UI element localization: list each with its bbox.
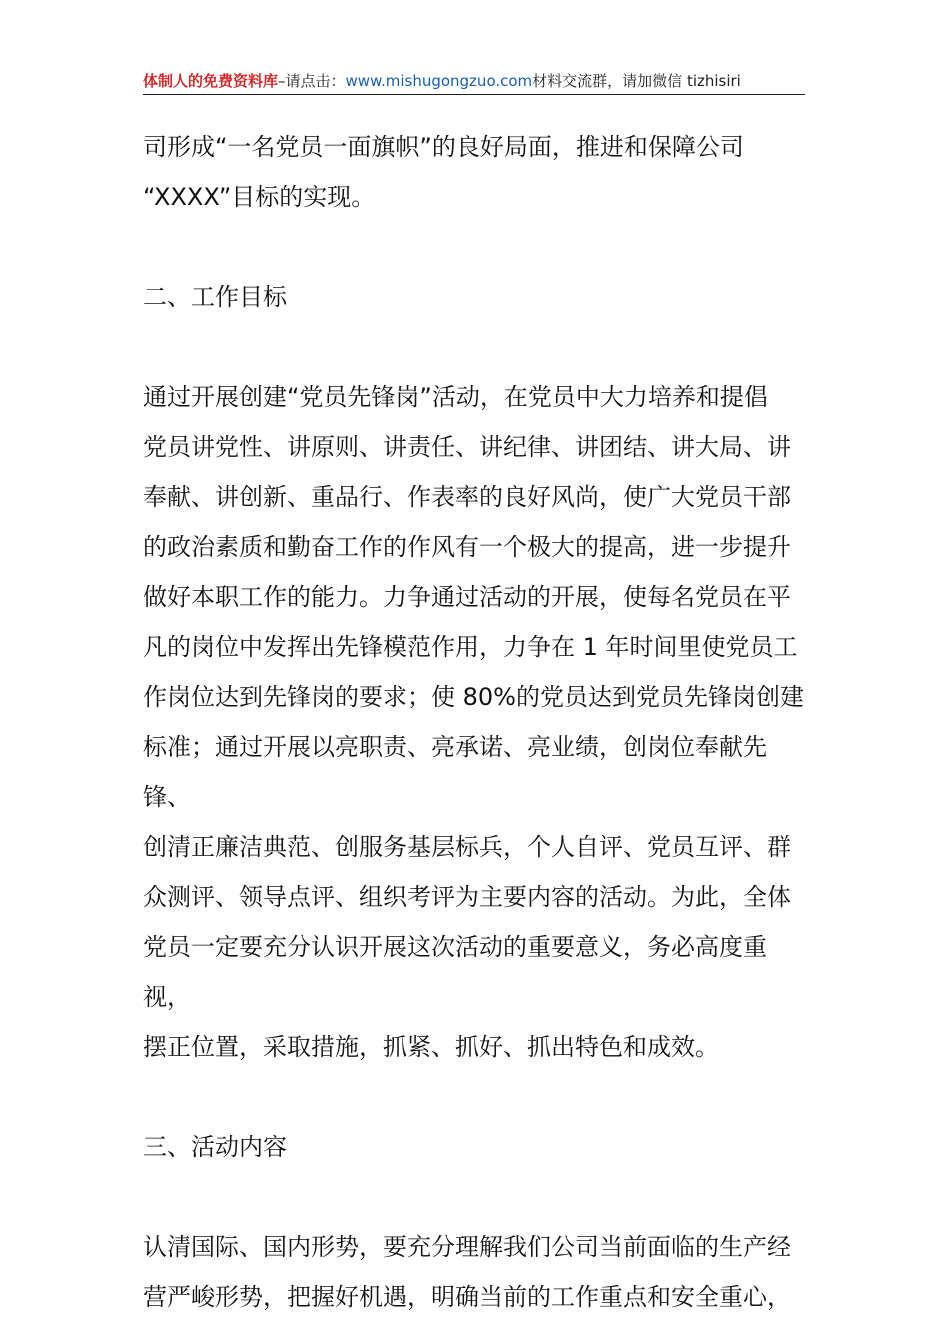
text-line: 摆正位置，采取措施，抓紧、抓好、抓出特色和成效。 <box>143 1033 719 1061</box>
text-line: 标准；通过开展以亮职责、亮承诺、亮业绩，创岗位奉献先锋、 <box>143 733 767 811</box>
text-line: 作岗位达到先锋岗的要求；使 80%的党员达到党员先锋岗创建 <box>143 683 804 711</box>
text-line: 创清正廉洁典范、创服务基层标兵，个人自评、党员互评、群 <box>143 833 791 861</box>
header-tail-text: 材料交流群，请加微信 tizhisiri <box>532 72 741 90</box>
text-line: 党员一定要充分认识开展这次活动的重要意义，务必高度重视， <box>143 933 767 1011</box>
paragraph-goals <box>143 372 813 1072</box>
text-line: 党员讲党性、讲原则、讲责任、讲纪律、讲团结、讲大局、讲 <box>143 433 791 461</box>
text-line: 认清国际、国内形势，要充分理解我们公司当前面临的生产经 <box>143 1233 791 1261</box>
text-line: 营严峻形势，把握好机遇，明确当前的工作重点和安全重心， <box>143 1283 791 1311</box>
section-heading-activities: 三、活动内容 <box>143 1133 287 1161</box>
paragraph-intro <box>143 122 813 222</box>
header-url-link[interactable]: www.mishugongzuo.com <box>345 72 533 90</box>
text-line: 众测评、领导点评、组织考评为主要内容的活动。为此，全体 <box>143 883 791 911</box>
paragraph-gap <box>143 1172 813 1222</box>
paragraph-activities <box>143 1222 813 1322</box>
paragraph-gap <box>143 322 813 372</box>
header-prompt: –请点击： <box>278 72 346 90</box>
text-line: 凡的岗位中发挥出先锋模范作用，力争在 1 年时间里使党员工 <box>143 633 798 661</box>
page-header <box>143 68 805 95</box>
text-line: 通过开展创建“党员先锋岗”活动，在党员中大力培养和提倡 <box>143 383 768 411</box>
text-line: 奉献、讲创新、重品行、作表率的良好风尚，使广大党员干部 <box>143 483 791 511</box>
text-line: “XXXX”目标的实现。 <box>143 183 376 211</box>
section-heading-goals: 二、工作目标 <box>143 283 287 311</box>
text-line: 的政治素质和勤奋工作的作风有一个极大的提高，进一步提升 <box>143 533 791 561</box>
paragraph-gap <box>143 222 813 272</box>
document-body <box>143 122 813 1322</box>
header-brand: 体制人的免费资料库 <box>143 72 279 90</box>
paragraph-gap <box>143 1072 813 1122</box>
text-line: 司形成“一名党员一面旗帜”的良好局面，推进和保障公司 <box>143 133 744 161</box>
text-line: 做好本职工作的能力。力争通过活动的开展，使每名党员在平 <box>143 583 791 611</box>
